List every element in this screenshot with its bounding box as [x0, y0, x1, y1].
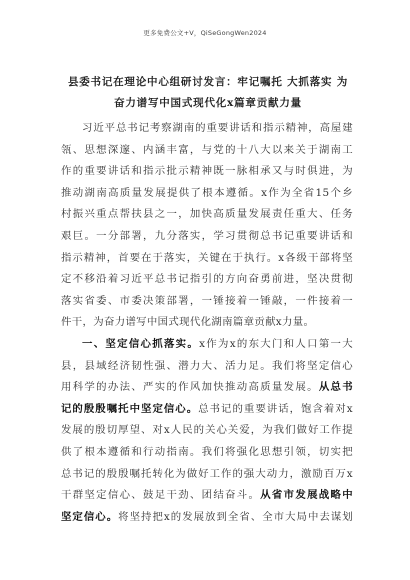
- body-text: 指示精神，首要在于落实，关键在于执行。x各级干部将坚: [61, 251, 353, 264]
- body-text: 落实省委、市委决策部署，一锤接着一锤敲，一件接着一: [61, 294, 353, 307]
- bold-text: 一、坚定信心抓落实。: [82, 337, 200, 350]
- body-text: 定不移沿着习近平总书记指引的方向奋勇前进，坚决贯彻: [61, 273, 353, 286]
- body-line: [61, 291, 353, 313]
- bold-text: 从省市发展战略中: [260, 489, 353, 502]
- header-note: 更多免费公文+V，QiSeGongWen2024: [143, 29, 267, 37]
- document-body: [61, 118, 353, 528]
- body-text: 发展的殷切厚望、对x人民的关心关爱，为我们做好工作提: [61, 424, 353, 437]
- document-title-line-1: 县委书记在理论中心组研讨发言：牢记嘱托 大抓落实 为: [67, 76, 349, 88]
- bold-text: 从总书: [318, 381, 353, 394]
- body-text: 村振兴重点帮扶县之一，加快高质量发展责任重大、任务: [61, 208, 353, 221]
- body-text: 总书记的殷殷嘱托转化为做好工作的强大动力，激励百万x: [61, 467, 353, 480]
- body-line: [61, 183, 353, 205]
- bold-text: 记的殷殷嘱托中坚定信心。: [61, 402, 199, 415]
- bold-text: 坚定信心。: [61, 510, 119, 523]
- body-line: [61, 356, 353, 378]
- body-line: [61, 248, 353, 270]
- body-line: [61, 140, 353, 162]
- body-line: [61, 377, 353, 399]
- body-text: 用科学的办法、严实的作风加快推动高质量发展。: [61, 381, 319, 394]
- body-text: 县，县域经济韧性强、潜力大、活力足。我们将坚定信心: [61, 359, 353, 372]
- body-line: [61, 485, 353, 507]
- body-line: [61, 269, 353, 291]
- body-text: 习近平总书记考察湖南的重要讲话和指示精神，高屋建: [82, 122, 353, 134]
- body-line: [61, 464, 353, 486]
- body-text: 作的重要讲话和指示批示精神既一脉相承又与时俱进，为: [61, 165, 353, 178]
- body-line: [61, 334, 353, 356]
- body-text: 总书记的重要讲话，饱含着对x: [198, 402, 353, 415]
- body-line: [61, 442, 353, 464]
- body-text: 推动湖南高质量发展提供了根本遵循。x作为全省15个乡: [61, 186, 353, 199]
- body-text: 瓴、思想深邃、内涵丰富，与党的十八大以来关于湖南工: [61, 143, 353, 156]
- body-text: 干群坚定信心、鼓足干劲、团结奋斗。: [61, 489, 261, 502]
- body-text: 件干，为奋力谱写中国式现代化湖南篇章贡献x力量。: [61, 316, 315, 329]
- body-line: [61, 118, 353, 140]
- body-line: [61, 420, 353, 442]
- body-text: 将坚持把x的发展放到全省、全市大局中去谋划: [118, 510, 353, 523]
- body-line: [61, 507, 353, 529]
- body-line: [61, 204, 353, 226]
- body-line: [61, 399, 353, 421]
- body-text: 艰巨。一分部署，九分落实，学习贯彻总书记重要讲话和: [61, 229, 353, 242]
- document-title-line-2: 奋力谱写中国式现代化x篇章贡献力量: [114, 97, 302, 109]
- body-line: [61, 312, 353, 334]
- body-line: [61, 161, 353, 183]
- body-text: 供了根本遵循和行动指南。我们将强化思想引领，切实把: [61, 445, 353, 458]
- body-text: x作为x的东大门和人口第一大: [199, 337, 353, 350]
- body-line: [61, 226, 353, 248]
